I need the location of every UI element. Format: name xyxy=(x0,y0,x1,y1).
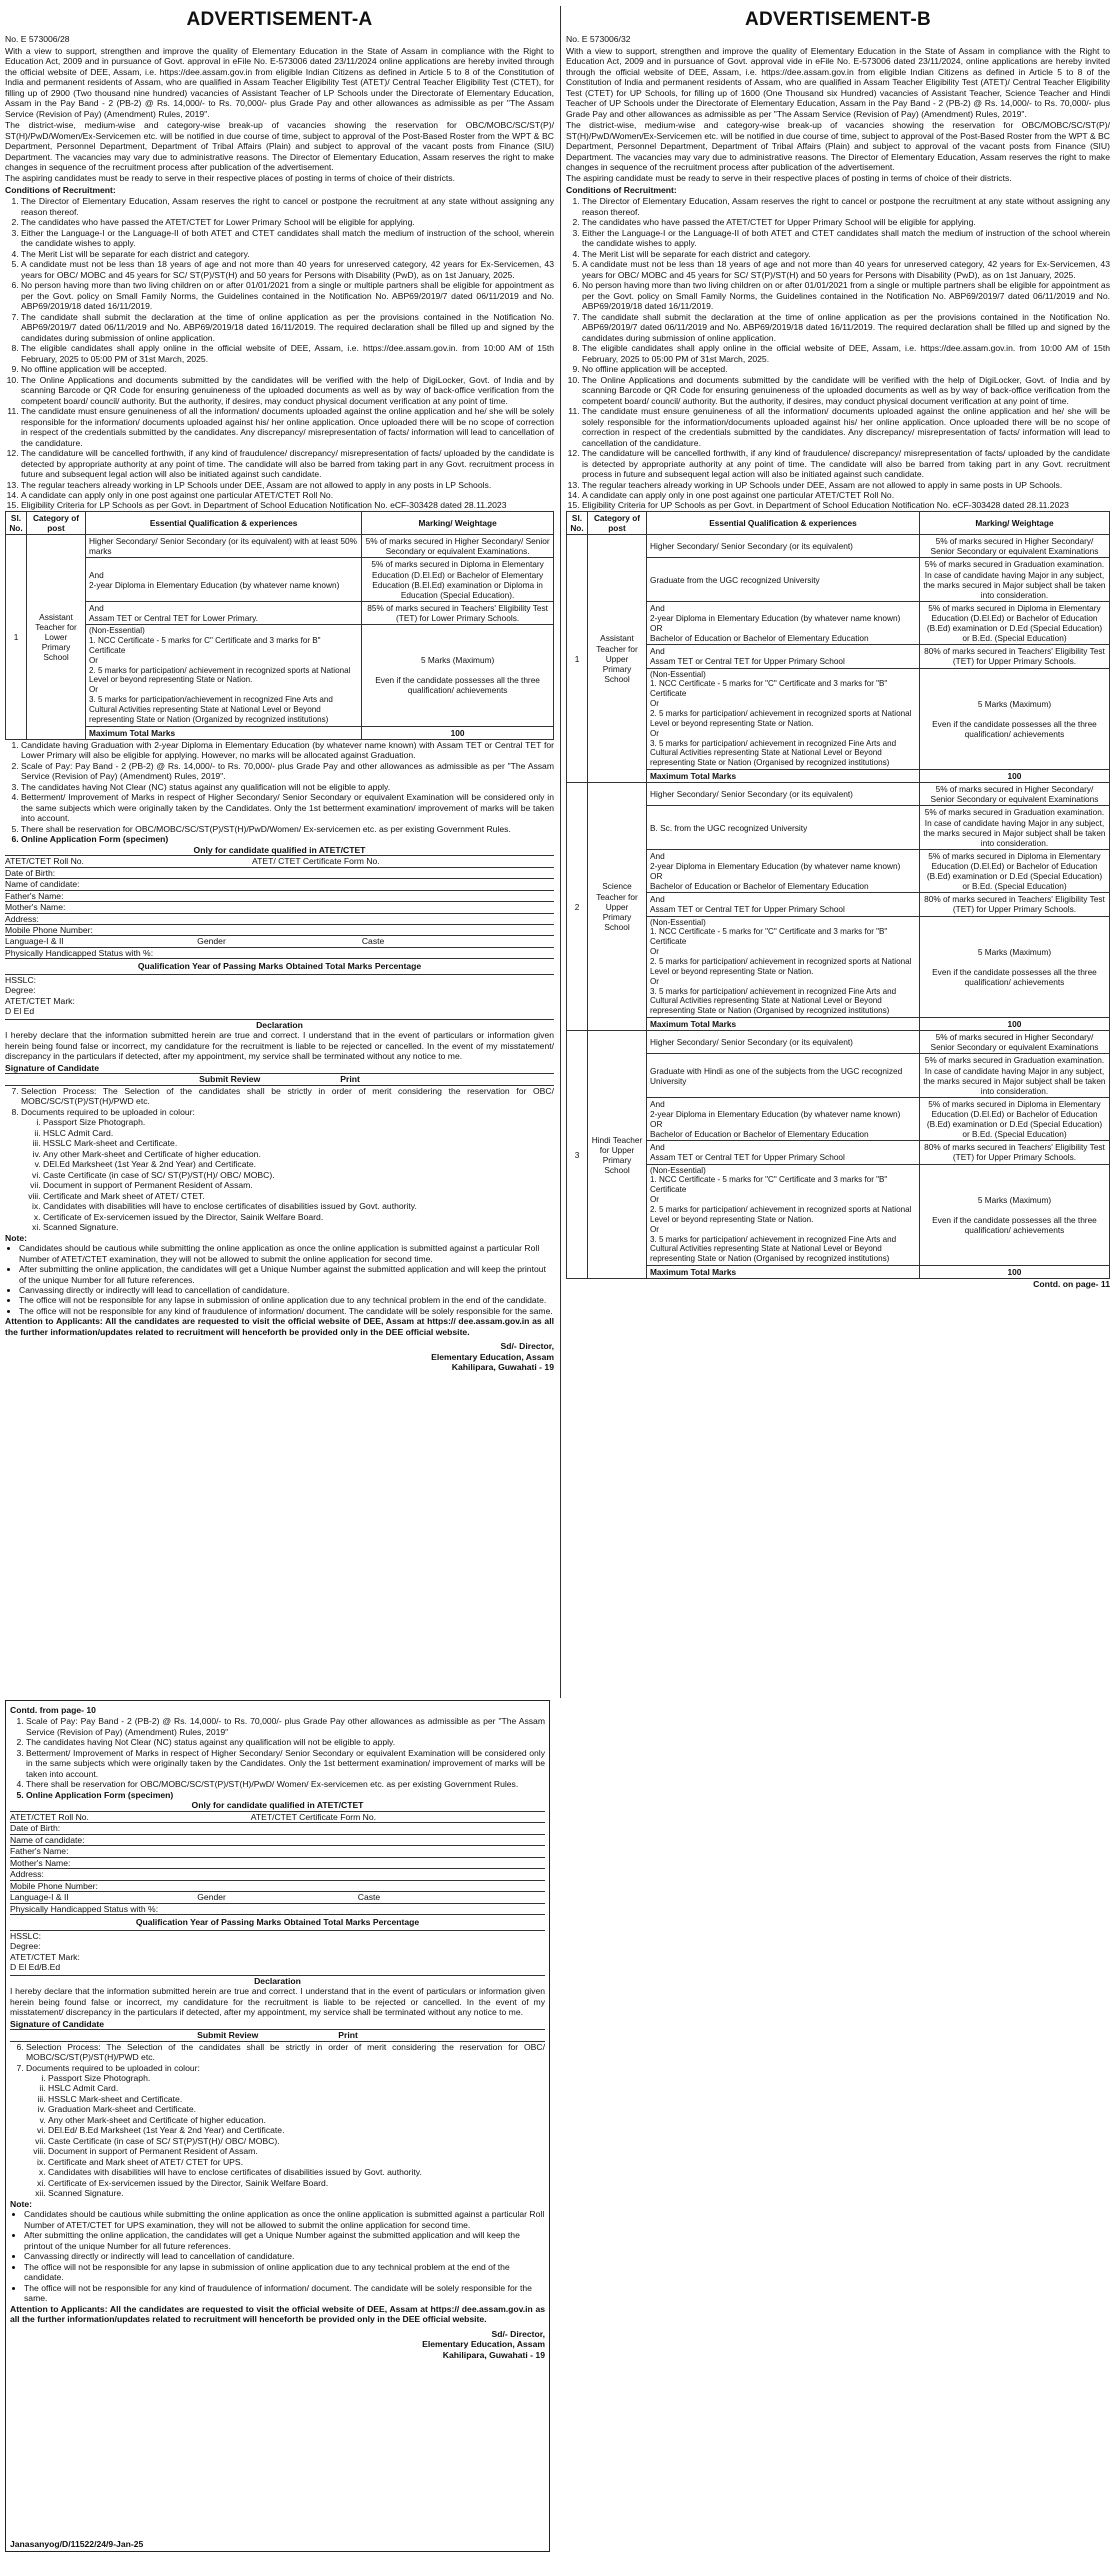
print-button[interactable]: Print xyxy=(340,1074,360,1085)
attention-notice: Attention to Applicants: All the candidates are requested to visit the official website of DEE, Assam at https:// dee.assam.gov.in as all the further information/updates related to recruitment will henceforth be provided only in the DEE official website. xyxy=(5,1316,554,1337)
list-item: 1. The Director of Elementary Education, Assam reserves the right to cancel or postpone the recruitment at any state without assigning any reason thereof. xyxy=(21,196,554,217)
declaration-text: I hereby declare that the information submitted herein are true and correct. I understand that in the event of particulars or information given herein being found false or incorrect, my candidature for the recruitment is liable to be rejected or cancelled. In the event of my misstatement/ discrepancy in the particulars if detected, after my appointment, my service shall be terminated without any notice to me. xyxy=(10,1986,545,2018)
table-row xyxy=(567,1031,1110,1054)
qualification-cell: Higher Secondary/ Senior Secondary (or its equivalent) xyxy=(647,1031,920,1054)
marking-cell: 5% of marks secured in Diploma in Elementary Education (D.El.Ed) or Bachelor of Elementary Education (B.El.Ed) examination or Diploma in Education (Special Education). xyxy=(362,558,554,601)
continued-label: Contd. from page- 10 xyxy=(10,1705,96,1715)
note-item: • Candidates should be cautious while submitting the online application as once the online application is submitted against a particular Roll Number of ATET/CTET for UPS examination, they will not be allowed to submit the online application for second time. xyxy=(24,2209,545,2230)
marking-cell: 5% of marks secured in Graduation examination. In case of candidate having Major in any subject, the marks secured in Major subject shall be taken into consideration. xyxy=(919,1054,1109,1097)
marking-cell: 5% of marks secured in Higher Secondary/ Senior Secondary or equivalent Examinations xyxy=(919,535,1109,558)
declaration-title: Declaration xyxy=(10,1975,545,1986)
qualification-row: ATET/CTET Mark: xyxy=(5,995,75,1006)
list-item: 2. Scale of Pay: Pay Band - 2 (PB-2) @ Rs. 14,000/- to Rs. 70,000/- plus Grade Pay and other allowances as admissible as per "The Assam Service (Revision of Pay) (Amendment) Rules, 2019". xyxy=(21,761,554,782)
document-item: iii. HSSLC Mark-sheet and Certificate. xyxy=(48,2094,545,2104)
column-header: Sl. No. xyxy=(567,511,588,534)
form-field-dob: Date of Birth: xyxy=(5,868,554,879)
form-field-name: Name of candidate: xyxy=(5,879,554,890)
qualification-cell: (Non-Essential) 1. NCC Certificate - 5 marks for "C" Certificate and 3 marks for "B" Certificate Or 2. 5 marks for participation/ achievement in recognized sports at National Level or beyond representing State or Nation. Or 3. 5 marks for participation/ achievement in recognized Fine Arts and Cultural Activities representing State at National Level or Beyond representing State or Nation (Organised by recognized institutions) xyxy=(647,668,920,770)
language-field: Language-I & II xyxy=(10,1892,69,1903)
table-row xyxy=(567,668,1110,770)
intro-paragraph-2: The district-wise, medium-wise and category-wise break-up of vacancies showing the reservation for OBC/MOBC/SC/ST(P)/ ST(H)/PwD/Women/Ex-Servicemen etc. will be notified in due course of time, subject to approval of the Post-Based Roster from the WPT & BC Department, Personnel Department, Department of Tribal Affairs (Plain) and subject to approval of the vacant posts from Finance (SIU) Department. The vacancies may vary due to administrative reasons. The Director of Elementary Education, Assam reserves the right to make changes in sequence of the recruitment process after publication of the advertisement. xyxy=(5,120,554,172)
reference-number: No. E 573006/32 xyxy=(566,34,631,45)
list-item: 1. Candidate having Graduation with 2-year Diploma in Elementary Education (by whatever name known) with Assam TET or Central TET for Lower Primary will also be eligible for applying. However, no marks will be allocated against Graduation. xyxy=(21,740,554,761)
total-row xyxy=(567,1266,1110,1279)
document-item: i. Passport Size Photograph. xyxy=(48,2073,545,2083)
total-label: Maximum Total Marks xyxy=(647,1266,920,1279)
qualification-row: ATET/CTET Mark: xyxy=(10,1951,80,1962)
qualification-cell: And 2-year Diploma in Elementary Education (by whatever name known) OR Bachelor of Education or Bachelor of Elementary Education xyxy=(647,849,920,892)
conditions-list xyxy=(5,196,554,511)
note-heading: Note: xyxy=(10,2198,32,2209)
qualification-cell: (Non-Essential) 1. NCC Certificate - 5 marks for "C" Certificate and 3 marks for "B" Certificate Or 2. 5 marks for participation/ achievement in recognized sports at National Level or beyond representing State or Nation. Or 3. 5 marks for participation/ achievement in recognized Fine Arts and Cultural Activities representing State at National Level or Beyond representing State or Nation (Organised by recognized institutions) xyxy=(647,916,920,1018)
qualification-cell: And Assam TET or Central TET for Upper Primary School xyxy=(647,645,920,668)
notes-list xyxy=(5,1243,554,1316)
list-item: 8. The eligible candidates shall apply online in the official website of DEE, Assam, i.e. https://dee.assam.gov.in. from 10:00 AM of 15th February, 2025 to 05:00 PM of 31st March, 2025. xyxy=(582,343,1110,364)
document-item: ix. Certificate and Mark sheet of ATET/ CTET for UPS. xyxy=(48,2157,545,2167)
marking-cell: 5% of marks secured in Graduation examination. In case of candidate having Major in any subject, the marks secured in Major subject shall be taken into consideration. xyxy=(919,806,1109,849)
qualification-header: Qualification Year of Passing Marks Obtained Total Marks Percentage xyxy=(5,959,554,974)
total-label: Maximum Total Marks xyxy=(647,770,920,783)
reference-number: No. E 573006/28 xyxy=(5,34,70,45)
attention-notice: Attention to Applicants: All the candidates are requested to visit the official website of DEE, Assam at https:// dee.assam.gov.in as all the further information/updates related to recruitment will henceforth be provided only in the DEE official website. xyxy=(10,2303,545,2325)
qualification-cell: (Non-Essential) 1. NCC Certificate - 5 marks for C" Certificate and 3 marks for B" Certificate Or 2. 5 marks for participation/ achievement in recognized sports at National Level or beyond representing State or Nation. Or 3. 5 marks for participation/achievement in recognized Fine Arts and Cultural Activities representing State at National Level or Beyond representing State or Nation (Organized by recognized institutions) xyxy=(86,625,362,727)
signature-block xyxy=(5,1341,554,1372)
qualification-cell: B. Sc. from the UGC recognized University xyxy=(647,806,920,849)
qualification-row: HSSLC: xyxy=(5,974,37,985)
form-field-mother: Mother's Name: xyxy=(10,1858,545,1869)
list-item: 12. The candidature will be cancelled forthwith, if any kind of fraudulence/ discrepancy/ misrepresentation of facts/ uploaded by the candidate is detected by appropriate authority at any point of time. The candidate will also be barred from taking part in any Govt. recruitment process in future and subsequent legal action will also be initiated against such candidate. xyxy=(21,448,554,479)
application-form-specimen xyxy=(5,845,554,1086)
additional-conditions-list xyxy=(5,740,554,845)
form-field-mobile: Mobile Phone Number: xyxy=(10,1881,545,1892)
list-item: 14. A candidate can apply only in one post against one particular ATET/CTET Roll No. xyxy=(582,490,1110,500)
qualification-row: HSSLC: xyxy=(10,1930,42,1941)
column-header: Category of post xyxy=(27,511,86,534)
list-item: 15. Eligibility Criteria for LP Schools as per Govt. in Department of School Education Notification No. eCF-303428 dated 28.11.2023 xyxy=(21,500,554,510)
form-actions xyxy=(5,1073,554,1085)
table-row xyxy=(567,893,1110,916)
roll-number-field: ATET/CTET Roll No. xyxy=(5,856,84,867)
qualification-row: D El Ed/B.Ed xyxy=(10,1962,61,1973)
table-row xyxy=(567,1141,1110,1164)
document-item: iii. HSSLC Mark-sheet and Certificate. xyxy=(43,1138,554,1148)
form-field-name: Name of candidate: xyxy=(10,1835,545,1846)
qualification-row: Degree: xyxy=(5,985,36,996)
form-field-mother: Mother's Name: xyxy=(5,902,554,913)
list-item: 6. Online Application Form (specimen) xyxy=(21,834,554,844)
table-row xyxy=(6,601,554,624)
list-item: 2. The candidates who have passed the ATET/CTET for Lower Primary School will be eligible for applying. xyxy=(21,217,554,227)
form-field-dob: Date of Birth: xyxy=(10,1823,545,1834)
selection-process-item: 7. Selection Process: The Selection of the candidates shall be strictly in order of merit considering the reservation for OBC/ MOBC/SC/ST(P)/ST(H)/PWD etc. xyxy=(21,1086,554,1107)
selection-list xyxy=(5,1086,554,1233)
form-field-address: Address: xyxy=(10,1869,545,1880)
qualification-cell: Graduate from the UGC recognized University xyxy=(647,558,920,601)
column-header: Sl. No. xyxy=(6,511,27,534)
qualification-cell: (Non-Essential) 1. NCC Certificate - 5 marks for "C" Certificate and 3 marks for "B" Certificate Or 2. 5 marks for participation/ achievement in recognized sports at National Level or beyond representing State or Nation. Or 3. 5 marks for participation/ achievement in recognized Fine Arts and Cultural Activities representing State at National Level or Beyond representing State or Nation (Organised by recognized institutions) xyxy=(647,1164,920,1266)
list-item: 3. Either the Language-I or the Language-II of both ATET and CTET candidates shall match the medium of instruction of the school, wherein the candidate wishes to apply. xyxy=(21,228,554,249)
marking-cell: 5% of marks secured in Diploma in Elementary Education (D.El.Ed) or Bachelor of Education (B.Ed) examination or D.Ed (Special Education) or B.Ed. (Special Education) xyxy=(919,849,1109,892)
document-item: viii. Certificate and Mark sheet of ATET/ CTET. xyxy=(43,1191,554,1201)
certificate-form-field: ATET/ CTET Certificate Form No. xyxy=(252,856,380,867)
list-item: 13. The regular teachers already working in UP Schools under DEE, Assam are not allowed to apply in same posts in UP Schools. xyxy=(582,480,1110,490)
marking-cell: 5% of marks secured in Diploma in Elementary Education (D.El.Ed) or Bachelor of Education (B.Ed) examination or D.Ed (Special Education) or B.Ed. (Special Education) xyxy=(919,601,1109,644)
documents-item xyxy=(26,2063,545,2199)
marking-cell: 5% of marks secured in Higher Secondary/ Senior Secondary or equivalent Examinations. xyxy=(362,535,554,558)
table-row xyxy=(567,1097,1110,1140)
post-category-cell: Science Teacher for Upper Primary School xyxy=(588,783,647,1031)
table-row xyxy=(567,535,1110,558)
marking-cell: 5% of marks secured in Higher Secondary/ Senior Secondary or equivalent Examinations xyxy=(919,783,1109,806)
form-field-father: Father's Name: xyxy=(5,891,554,902)
document-item: ii. HSLC Admit Card. xyxy=(48,2083,545,2093)
form-field-mobile: Mobile Phone Number: xyxy=(5,925,554,936)
selection-process-item: 6. Selection Process: The Selection of the candidates shall be strictly in order of merit considering the reservation for OBC/ MOBC/SC/ST(P)/ST(H)/PWD etc. xyxy=(26,2042,545,2063)
document-item: x. Certificate of Ex-servicemen issued by the Director, Sainik Welfare Board. xyxy=(43,1212,554,1222)
form-actions xyxy=(10,2029,545,2041)
document-item: v. DEl.Ed Marksheet (1st Year & 2nd Year) and Certificate. xyxy=(43,1159,554,1169)
marking-cell: 80% of marks secured in Teachers' Eligibility Test (TET) for Upper Primary Schools. xyxy=(919,1141,1109,1164)
total-label: Maximum Total Marks xyxy=(647,1018,920,1031)
document-item: xii. Scanned Signature. xyxy=(48,2188,545,2198)
qualification-cell: And Assam TET or Central TET for Upper Primary School xyxy=(647,1141,920,1164)
language-field: Language-I & II xyxy=(5,936,64,947)
table-row xyxy=(567,849,1110,892)
marking-cell: 5 Marks (Maximum) Even if the candidate possesses all the three qualification/ achievements xyxy=(919,1164,1109,1266)
list-item: 7. The candidate shall submit the declaration at the time of online application as per the provisions contained in the Notification No. ABP69/2019/7 dated 06/11/2019 and No. ABP69/2019/18 dated 16/11/2019. The required declaration shall be filled up and signed by the candidates during submission of online application. xyxy=(21,312,554,343)
list-item: 4. There shall be reservation for OBC/MOBC/SC/ST(P)/ST(H)/PwD/ Women/ Ex-servicemen etc. as per existing Government Rules. xyxy=(26,1779,545,1789)
table-header-row xyxy=(6,511,554,534)
signature-line-1: Sd/- Director, xyxy=(500,1341,554,1352)
list-item: 5. A candidate must not be less than 18 years of age and not more than 40 years for unreserved category, 42 years for Ex-Servicemen, 43 years for OBC/ MOBC and 45 years for SC/ ST(P)/ST(H) and 50 years for Persons with Disability (PwD), as on 1st January, 2025. xyxy=(21,259,554,280)
intro-paragraph-3: The aspiring candidate must be ready to serve in their respective places of posting in terms of choice of their districts. xyxy=(566,173,1012,184)
document-item: vii. Caste Certificate (in case of SC/ ST(P)/ST(H)/ OBC/ MOBC). xyxy=(48,2136,545,2146)
gender-field: Gender xyxy=(197,1892,226,1903)
qualification-header: Qualification Year of Passing Marks Obtained Total Marks Percentage xyxy=(10,1915,545,1930)
qualification-cell: Graduate with Hindi as one of the subjects from the UGC recognized University xyxy=(647,1054,920,1097)
note-item: • The office will not be responsible for any lapse in submission of online application due to any technical problem at the end of the candidate. xyxy=(24,2262,545,2283)
application-form-specimen xyxy=(10,1800,545,2041)
declaration-text: I hereby declare that the information submitted herein are true and correct. I understand that in the event of particulars or information given herein being found false or incorrect, my candidature for the recruitment is liable to be rejected or cancelled. In the event of my misstatement/ discrepancy in the particulars if detected, after my appointment, my service shall be terminated without any notice to me. xyxy=(5,1030,554,1062)
list-item: 9. No offline application will be accepted. xyxy=(582,364,1110,374)
total-value: 100 xyxy=(919,1018,1109,1031)
list-item: 3. Betterment/ Improvement of Marks in respect of Higher Secondary/ Senior Secondary or equivalent Examination will be considered only in the same subjects which were originally taken by the Candidates. Only the 1st betterment examination/ improvement of marks will be taken into account. xyxy=(26,1748,545,1779)
list-item: 6. No person having more than two living children on or after 01/01/2021 from a single or multiple partners shall be eligible for appointment as per the Govt. policy on Small Family Norms, the Guidelines contained in the Notification No. ABP69/2019/7 dated 06/11/2019 and No. ABP69/2019/18 dated 16/11/2019. xyxy=(21,280,554,311)
document-item: vi. Caste Certificate (in case of SC/ ST(P)/ST(H)/ OBC/ MOBC). xyxy=(43,1170,554,1180)
marking-cell: 85% of marks secured in Teachers' Eligibility Test (TET) for Lower Primary Schools. xyxy=(362,601,554,624)
note-item: • Canvassing directly or indirectly will lead to cancellation of candidature. xyxy=(24,2251,545,2261)
signature-line-3: Kahilipara, Guwahati - 19 xyxy=(451,1362,554,1373)
table-row xyxy=(6,625,554,727)
note-item: • After submitting the online application, the candidates will get a Unique Number against the submitted application and will keep the printout of the unique Number for all future references. xyxy=(24,2230,545,2251)
note-item: • Candidates should be cautious while submitting the online application as once the online application is submitted against a particular Roll Number of ATET/CTET examination, they will not be allowed to submit the online application for second time. xyxy=(19,1243,554,1264)
qualification-cell: Higher Secondary/ Senior Secondary (or its equivalent) xyxy=(647,535,920,558)
total-value: 100 xyxy=(362,726,554,739)
note-item: • The office will not be responsible for any kind of fraudulence of information/ document. The candidate will be solely responsible for the same. xyxy=(24,2283,545,2304)
total-row xyxy=(567,770,1110,783)
table-row xyxy=(567,601,1110,644)
form-lang-row xyxy=(10,1892,545,1903)
list-item: 11. The candidate must ensure genuineness of all the information/ documents uploaded against the online application and he/ she will be solely responsible for the information/ documents uploaded against his/ her online application. Once uploaded there will be no scope of correction in respect of the credentials submitted by the candidates. Any discrepancy/ misrepresentation of facts/ information will lead to cancellation of the candidature. xyxy=(21,406,554,448)
document-item: iv. Graduation Mark-sheet and Certificate. xyxy=(48,2104,545,2114)
documents-list xyxy=(21,1117,554,1232)
document-item: x. Candidates with disabilities will have to enclose certificates of disabilities issued by Govt. authority. xyxy=(48,2167,545,2177)
list-item: 4. Betterment/ Improvement of Marks in respect of Higher Secondary/ Senior Secondary or equivalent Examination will be considered only in the same subjects which were originally taken by the Candidates. Only the 1st betterment examination/ improvement of marks will be taken into account. xyxy=(21,792,554,823)
continued-note: Contd. on page- 11 xyxy=(1033,1279,1110,1290)
marking-cell: 80% of marks secured in Teachers' Eligibility Test (TET) for Upper Primary Schools. xyxy=(919,893,1109,916)
post-category-cell: Hindi Teacher for Upper Primary School xyxy=(588,1031,647,1279)
notes-list xyxy=(10,2209,545,2303)
list-item: 10. The Online Applications and documents submitted by the candidates will be verified with the help of DigiLocker, Govt. of India and by scanning Barcode or QR Code for ensuring genuineness of the uploaded documents as well as by way of back-office verification from the competent board/ council/ authority. But the authority, if desires, may conduct physical document verification at any point of time. xyxy=(21,375,554,406)
list-item: 3. The candidates having Not Clear (NC) status against any qualification will not be eligible to apply. xyxy=(21,782,554,792)
list-item: 6. No person having more than two living children on or after 01/01/2021 from a single or multiple partners shall be eligible for appointment as per the Govt. policy on Small Family Norms, the Guidelines contained in the Notification No. ABP69/2019/7 dated 06/11/2019 and No. ABP69/2019/18 dated 16/11/2019. xyxy=(582,280,1110,311)
list-item: 9. No offline application will be accepted. xyxy=(21,364,554,374)
table-header-row xyxy=(567,511,1110,534)
selection-list xyxy=(10,2042,545,2199)
documents-list xyxy=(26,2073,545,2199)
total-value: 100 xyxy=(919,770,1109,783)
serial-cell: 2 xyxy=(567,783,588,1031)
signature-line-2: Elementary Education, Assam xyxy=(431,1351,554,1362)
serial-cell: 1 xyxy=(567,535,588,783)
qualification-cell: And 2-year Diploma in Elementary Education (by whatever name known) xyxy=(86,558,362,601)
table-row xyxy=(567,558,1110,601)
conditions-heading: Conditions of Recruitment: xyxy=(566,184,677,195)
signature-line-3: Kahilipara, Guwahati - 19 xyxy=(442,2349,545,2360)
list-item: 2. The candidates who have passed the ATET/CTET for Upper Primary School will be eligible for applying. xyxy=(582,217,1110,227)
form-field-address: Address: xyxy=(5,914,554,925)
column-header: Marking/ Weightage xyxy=(362,511,554,534)
marking-cell: 5 Marks (Maximum) Even if the candidate possesses all the three qualification/ achievements xyxy=(919,668,1109,770)
total-value: 100 xyxy=(919,1266,1109,1279)
table-row xyxy=(567,1054,1110,1097)
note-item: • The office will not be responsible for any lapse in submission of online application due to any technical problem in the end of the candidate. xyxy=(19,1295,554,1305)
column-header: Category of post xyxy=(588,511,647,534)
document-item: i. Passport Size Photograph. xyxy=(43,1117,554,1127)
list-item: 5. Online Application Form (specimen) xyxy=(26,1790,545,1800)
submit-review-button[interactable]: Submit Review xyxy=(197,2030,259,2041)
serial-cell: 3 xyxy=(567,1031,588,1279)
serial-cell: 1 xyxy=(6,535,27,740)
total-label: Maximum Total Marks xyxy=(86,726,362,739)
additional-conditions-list xyxy=(10,1716,545,1800)
form-field-ph: Physically Handicapped Status with %: xyxy=(10,1904,545,1915)
total-row xyxy=(567,1018,1110,1031)
document-item: ix. Candidates with disabilities will have to enclose certificates of disabilities issued by Govt. authority. xyxy=(43,1201,554,1211)
marking-cell: 80% of marks secured in Teachers' Eligibility Test (TET) for Upper Primary Schools. xyxy=(919,645,1109,668)
intro-paragraph: With a view to support, strengthen and improve the quality of Elementary Education in the State of Assam in compliance with the Right to Education Act, 2009 and in pursuance of Govt. approval in eFile No. E-573006 dated 23/11/2024 online applications are hereby invited through the official website of DEE, Assam, i.e. https://dee.assam.gov.in from eligible Indian Citizens as defined in Article 5 to 8 of the Constitution of India and permanent residents of Assam, who are qualified in Assam Teacher Eligibility Test (ATET)/ Central Teacher Eligibility Test (CTET), for filling up of 2900 (Two thousand nine hundred) vacancies of Assistant Teacher of LP Schools under the Directorate of Elementary Education, Assam in the Pay Band - 2 (PB-2) @ Rs. 14,000/- to Rs. 70,000/- plus Grade Pay and other allowances as admissible as per "The Assam Service (Revision of Pay) (Amendment) Rules, 2019". xyxy=(5,45,554,119)
table-row xyxy=(6,535,554,558)
qualification-cell: Higher Secondary/ Senior Secondary (or its equivalent) with at least 50% marks xyxy=(86,535,362,558)
document-item: ii. HSLC Admit Card. xyxy=(43,1128,554,1138)
table-row xyxy=(567,916,1110,1018)
eligibility-table xyxy=(5,511,554,740)
column-header: Essential Qualification & experiences xyxy=(647,511,920,534)
form-field-ph: Physically Handicapped Status with %: xyxy=(5,948,554,959)
qualification-cell: Higher Secondary/ Senior Secondary (or its equivalent) xyxy=(647,783,920,806)
documents-heading: Documents required to be uploaded in colour: xyxy=(21,1106,195,1117)
document-item: v. Any other Mark-sheet and Certificate of higher education. xyxy=(48,2115,545,2125)
form-roll-row xyxy=(5,856,554,867)
list-item: 10. The Online Applications and documents submitted by the candidate will be verified with the help of DigiLocker, Govt. of India and by scanning Barcode or QR Code for ensuring genuineness of the uploaded documents as well as by way of back-office verification from the competent board/ council/ authority. But the authority, if desires, may conduct physical document verification at any point of time. xyxy=(582,375,1110,406)
marking-cell: 5% of marks secured in Diploma in Elementary Education (D.El.Ed) or Bachelor of Education (B.Ed) examination or D.Ed (Special Education) or B.Ed. (Special Education) xyxy=(919,1097,1109,1140)
document-item: vi. DEl.Ed/ B.Ed Marksheet (1st Year & 2nd Year) and Certificate. xyxy=(48,2125,545,2135)
qualification-cell: And Assam TET or Central TET for Lower Primary. xyxy=(86,601,362,624)
signature-label: Signature of Candidate xyxy=(5,1062,100,1073)
advertisement-b-title: ADVERTISEMENT-B xyxy=(744,9,932,30)
advertisement-a xyxy=(5,6,554,1692)
list-item: 4. The Merit List will be separate for each district and category. xyxy=(21,249,554,259)
form-only-for: Only for candidate qualified in ATET/CTET xyxy=(5,845,554,856)
submit-review-button[interactable]: Submit Review xyxy=(199,1074,261,1085)
marking-cell: 5% of marks secured in Graduation examination. In case of candidate having Major in any subject, the marks secured in Major subject shall be taken into consideration. xyxy=(919,558,1109,601)
qualification-cell: And Assam TET or Central TET for Upper Primary School xyxy=(647,893,920,916)
document-item: iv. Any other Mark-sheet and Certificate of higher education. xyxy=(43,1149,554,1159)
table-row xyxy=(567,1164,1110,1266)
janasanyog-code: Janasanyog/D/11522/24/9-Jan-25 xyxy=(10,2538,144,2549)
advertisement-a-title: ADVERTISEMENT-A xyxy=(186,9,373,30)
documents-heading: Documents required to be uploaded in colour: xyxy=(26,2062,200,2073)
total-row xyxy=(6,726,554,739)
list-item: 1. Scale of Pay: Pay Band - 2 (PB-2) @ Rs. 14,000/- to Rs. 70,000/- plus Grade Pay other allowances as admissible as per "The Assam Service (Revision of Pay) (Amendment) Rules, 2019" xyxy=(26,1716,545,1737)
signature-line-1: Sd/- Director, xyxy=(491,2328,545,2339)
print-button[interactable]: Print xyxy=(338,2030,358,2041)
table-row xyxy=(567,806,1110,849)
note-item: • The office will not be responsible for any kind of fraudulence of information/ document. The candidate will be solely responsible for the same. xyxy=(19,1306,554,1316)
list-item: 5. A candidate must not be less than 18 years of age and not more than 40 years for unreserved category, 42 years for Ex-Servicemen, 43 years for OBC/ MOBC and 45 years for SC/ ST(P)/ST(H) and 50 years for Persons with Disability (PwD), as on 1st January, 2025. xyxy=(582,259,1110,280)
table-row xyxy=(567,783,1110,806)
list-item: 13. The regular teachers already working in LP Schools under DEE, Assam are not allowed to apply in any posts in LP Schools. xyxy=(21,480,554,490)
gender-field: Gender xyxy=(197,936,226,947)
intro-paragraph: With a view to support, strengthen and improve the quality of Elementary Education in the State of Assam in compliance with the Right to Education Act, 2009 and in pursuance of Govt. approval vide in eFile No. E-573006 dated 23/11/2024, online applications are hereby invited through the official website of DEE, Assam, i.e. https://dee.assam.gov.in from eligible Indian Citizens as defined in Article 5 to 8 of the Constitution of India and permanent residents of Assam, who are qualified in Assam Teacher Eligibility Test (ATET)/ Central Teacher Eligibility Test (CTET) for UP Schools, for filling up of 1600 (One Thousand six Hundred) vacancies of Assistant Teacher, Science Teacher and Hindi Teacher of UP Schools under the Directorate of Elementary Education, Assam in the Pay Band - 2 (PB-2) @ Rs. 14,000/- to Rs. 70,000/- plus Grade Pay and other allowances as admissible as per "The Assam Service (Revision of Pay) (Amendment) Rules, 2019". xyxy=(566,45,1110,119)
list-item: 4. The Merit List will be separate for each district and category. xyxy=(582,249,1110,259)
notes-section xyxy=(5,1233,554,1317)
intro-paragraph-3: The aspiring candidates must be ready to serve in their respective places of posting in terms of choice of their districts. xyxy=(5,173,455,184)
post-category-cell: Assistant Teacher for Lower Primary School xyxy=(27,535,86,740)
qualification-cell: And 2-year Diploma in Elementary Education (by whatever name known) OR Bachelor of Education or Bachelor of Elementary Education xyxy=(647,601,920,644)
post-category-cell: Assistant Teacher for Upper Primary School xyxy=(588,535,647,783)
table-row xyxy=(6,558,554,601)
advertisement-b xyxy=(560,6,1110,1698)
eligibility-table xyxy=(566,511,1110,1279)
document-item: viii. Document in support of Permanent Resident of Assam. xyxy=(48,2146,545,2156)
table-row xyxy=(567,645,1110,668)
form-lang-row xyxy=(5,936,554,947)
list-item: 15. Eligibility Criteria for UP Schools as per Govt. in Department of School Education Notification No. eCF-303428 dated 28.11.2023 xyxy=(582,500,1110,510)
declaration-title: Declaration xyxy=(5,1019,554,1030)
form-field-father: Father's Name: xyxy=(10,1846,545,1857)
document-item: xi. Scanned Signature. xyxy=(43,1222,554,1232)
column-header: Marking/ Weightage xyxy=(919,511,1109,534)
conditions-heading: Conditions of Recruitment: xyxy=(5,184,116,195)
caste-field: Caste xyxy=(357,1892,381,1903)
marking-cell: 5 Marks (Maximum) Even if the candidate possesses all the three qualification/ achievements xyxy=(362,625,554,727)
conditions-list xyxy=(566,196,1110,511)
continued-section xyxy=(5,1700,550,2552)
document-item: vii. Document in support of Permanent Resident of Assam. xyxy=(43,1180,554,1190)
notes-section xyxy=(10,2199,545,2304)
marking-cell: 5% of marks secured in Higher Secondary/ Senior Secondary or equivalent Examinations xyxy=(919,1031,1109,1054)
column-header: Essential Qualification & experiences xyxy=(86,511,362,534)
note-item: • Canvassing directly or indirectly will lead to cancellation of candidature. xyxy=(19,1285,554,1295)
list-item: 2. The candidates having Not Clear (NC) status against any qualification will not be eligible to apply. xyxy=(26,1737,545,1747)
caste-field: Caste xyxy=(361,936,385,947)
signature-line-2: Elementary Education, Assam xyxy=(422,2339,545,2350)
marking-cell: 5 Marks (Maximum) Even if the candidate possesses all the three qualification/ achievements xyxy=(919,916,1109,1018)
list-item: 5. There shall be reservation for OBC/MOBC/SC/ST(P)/ST(H)/PwD/Women/ Ex-servicemen etc. as per existing Government Rules. xyxy=(21,824,554,834)
list-item: 14. A candidate can apply only in one post against one particular ATET/CTET Roll No. xyxy=(21,490,554,500)
list-item: 11. The candidate must ensure genuineness of all the information/ documents uploaded against the online application and he/ she will be solely responsible for the information/documents uploaded against his/ her online application. Once uploaded there will be no scope of correction in respect of the credentials submitted by the candidates. Any discrepancy/ misrepresentation of facts/ information will lead to cancellation of the candidature. xyxy=(582,406,1110,448)
list-item: 7. The candidate shall submit the declaration at the time of online application as per the provisions contained in the Notification No. ABP69/2019/7 dated 06/11/2019 and No. ABP69/2019/18 dated 16/11/2019. The required declaration shall be filled up and signed by the candidates during submission of online application. xyxy=(582,312,1110,343)
roll-number-field: ATET/CTET Roll No. xyxy=(10,1811,89,1822)
signature-label: Signature of Candidate xyxy=(10,2018,105,2029)
documents-item xyxy=(21,1107,554,1233)
list-item: 3. Either the Language-I or the Language-II of both ATET and CTET candidates shall match the medium of instruction of the school wherein the candidate wishes to apply. xyxy=(582,228,1110,249)
signature-block xyxy=(10,2329,545,2360)
note-item: • After submitting the online application, the candidates will get a Unique Number against the submitted application and will keep the printout of the unique Number for all future references. xyxy=(19,1264,554,1285)
qualification-row: D El Ed xyxy=(5,1006,35,1017)
form-only-for: Only for candidate qualified in ATET/CTET xyxy=(10,1800,545,1811)
certificate-form-field: ATET/CTET Certificate Form No. xyxy=(250,1811,377,1822)
intro-paragraph-2: The district-wise, medium-wise and category-wise break-up of vacancies showing the reservation for OBC/MOBC/SC/ST(P)/ ST(H)/PwD/Women/Ex-Servicemen etc. will be notified in due course of time, subject to approval of the Post-Based Roster from the WPT & BC Department, Personnel Department, Department of Tribal Affairs (Plain) and subject to approval of the vacant posts from Finance (SIU) Department. The vacancies may vary due to administrative reasons. The Director of Elementary Education, Assam reserves the right to make changes in sequence of the recruitment process after publication of the advertisement. xyxy=(566,120,1110,172)
list-item: 8. The eligible candidates shall apply online in the official website of DEE, Assam, i.e. https://dee.assam.gov.in. from 10:00 AM of 15th February, 2025 to 05:00 PM of 31st March, 2025. xyxy=(21,343,554,364)
list-item: 12. The candidature will be cancelled forthwith, if any kind of fraudulence/ discrepancy/ misrepresentation of facts/ uploaded by the candidate is detected by appropriate authority at any point of time. The candidate will also be barred from taking part in any Govt. recruitment process in future and subsequent legal action will also be initiated against such candidate. xyxy=(582,448,1110,479)
list-item: 1. The Director of Elementary Education, Assam reserves the right to cancel or postpone the recruitment at any state without assigning any reason thereof. xyxy=(582,196,1110,217)
note-heading: Note: xyxy=(5,1232,27,1243)
form-roll-row xyxy=(10,1812,545,1823)
qualification-cell: And 2-year Diploma in Elementary Education (by whatever name known) OR Bachelor of Education or Bachelor of Elementary Education xyxy=(647,1097,920,1140)
qualification-row: Degree: xyxy=(10,1941,41,1952)
document-item: xi. Certificate of Ex-servicemen issued by the Director, Sainik Welfare Board. xyxy=(48,2178,545,2188)
